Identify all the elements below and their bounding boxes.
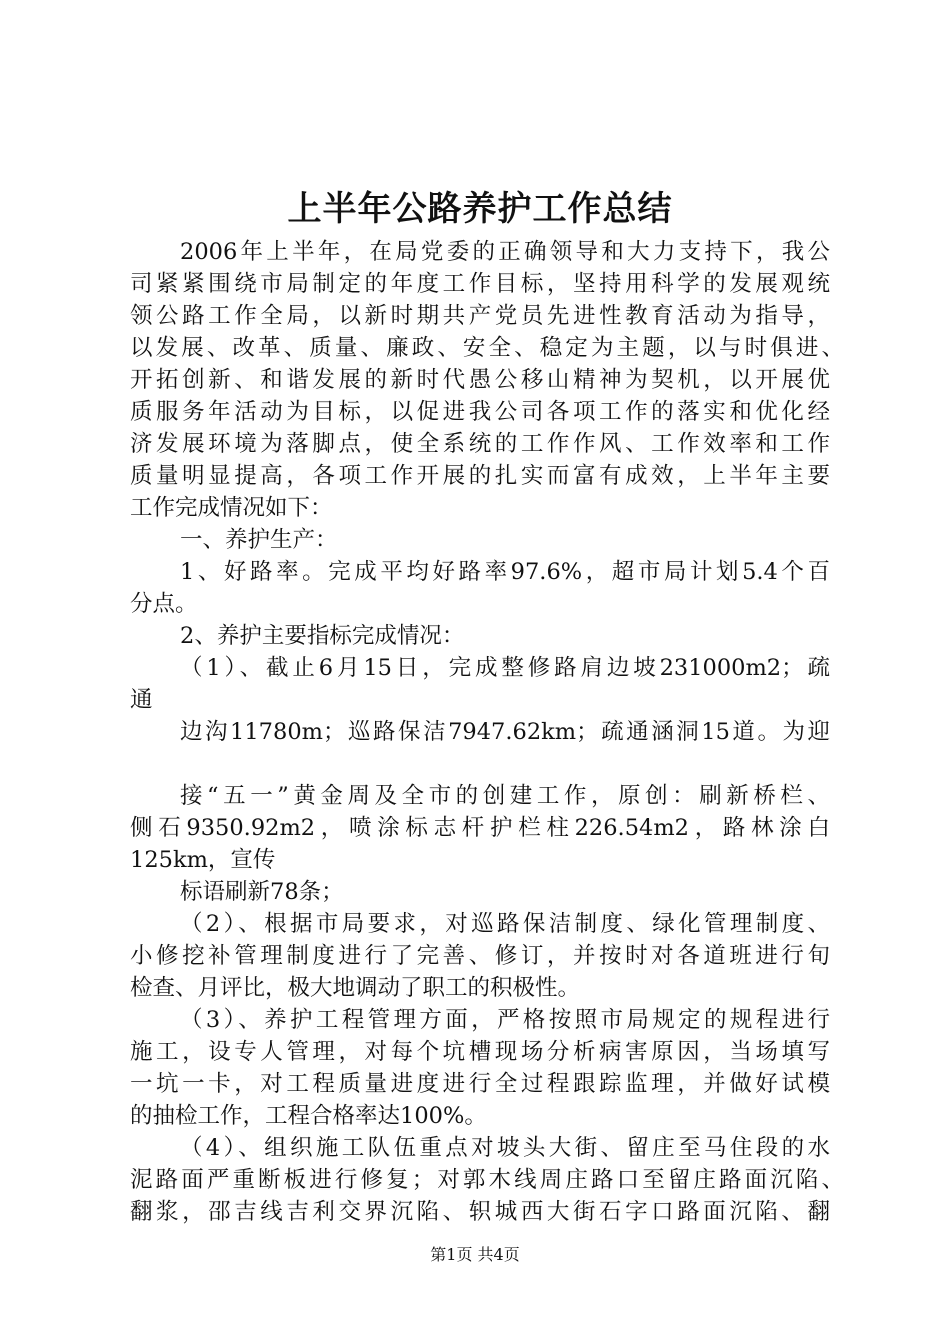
paragraph-line: 济发展环境为落脚点，使全系统的工作作风、工作效率和工作 [130, 431, 830, 457]
paragraph-line: 2006年上半年，在局党委的正确领导和大力支持下，我公 [180, 239, 830, 265]
paragraph-line: 施工，设专人管理，对每个坑槽现场分析病害原因，当场填写 [130, 1039, 830, 1065]
paragraph-line: 泥路面严重断板进行修复；对郭木线周庄路口至留庄路面沉陷、 [130, 1167, 844, 1193]
paragraph-line: （2）、根据市局要求，对巡路保洁制度、绿化管理制度、 [180, 911, 830, 937]
subsection-heading: 2、养护主要指标完成情况： [180, 623, 465, 649]
paragraph-line: 小修挖补管理制度进行了完善、修订，并按时对各道班进行旬 [130, 943, 830, 969]
section-heading: 一、养护生产： [180, 527, 338, 553]
paragraph-line: 开拓创新、和谐发展的新时代愚公移山精神为契机，以开展优 [130, 367, 830, 393]
paragraph-line: （3）、养护工程管理方面，严格按照市局规定的规程进行 [180, 1007, 830, 1033]
paragraph-line: 1、好路率。完成平均好路率97.6%，超市局计划5.4个百 [180, 559, 830, 585]
paragraph-line: 分点。 [130, 591, 198, 617]
page-footer: 第1页 共4页 [430, 1245, 520, 1264]
paragraph-line: 125km，宣传 [130, 847, 276, 873]
paragraph-line: 工作完成情况如下： [130, 495, 333, 521]
paragraph-line: 接“五一”黄金周及全市的创建工作，原创：刷新桥栏、 [180, 783, 830, 809]
paragraph-line: 一坑一卡，对工程质量进度进行全过程跟踪监理，并做好试模 [130, 1071, 830, 1097]
paragraph-line: 检查、月评比，极大地调动了职工的积极性。 [130, 975, 581, 1001]
paragraph-line: 质服务年活动为目标，以促进我公司各项工作的落实和优化经 [130, 399, 830, 425]
paragraph-line: （1）、截止6月15日，完成整修路肩边坡231000m2；疏 [180, 655, 830, 681]
paragraph-line: （4）、组织施工队伍重点对坡头大街、留庄至马住段的水 [180, 1135, 830, 1161]
paragraph-line: 通 [130, 687, 153, 713]
document-title: 上半年公路养护工作总结 [287, 189, 673, 229]
paragraph-line: 的抽检工作，工程合格率达100%。 [130, 1103, 487, 1129]
paragraph-line: 司紧紧围绕市局制定的年度工作目标，坚持用科学的发展观统 [130, 271, 830, 297]
paragraph-line: 质量明显提高，各项工作开展的扎实而富有成效，上半年主要 [130, 463, 830, 489]
paragraph-line: 侧石9350.92m2，喷涂标志杆护栏柱226.54m2，路林涂白 [130, 815, 830, 841]
paragraph-line: 边沟11780m；巡路保洁7947.62km；疏通涵洞15道。为迎 [180, 719, 830, 745]
paragraph-line: 标语刷新78条； [180, 879, 344, 905]
paragraph-line: 领公路工作全局，以新时期共产党员先进性教育活动为指导， [130, 303, 830, 329]
paragraph-line: 以发展、改革、质量、廉政、安全、稳定为主题，以与时俱进、 [130, 335, 844, 361]
paragraph-line: 翻浆，邵吉线吉利交界沉陷、轵城西大街石字口路面沉陷、翻 [130, 1199, 830, 1225]
